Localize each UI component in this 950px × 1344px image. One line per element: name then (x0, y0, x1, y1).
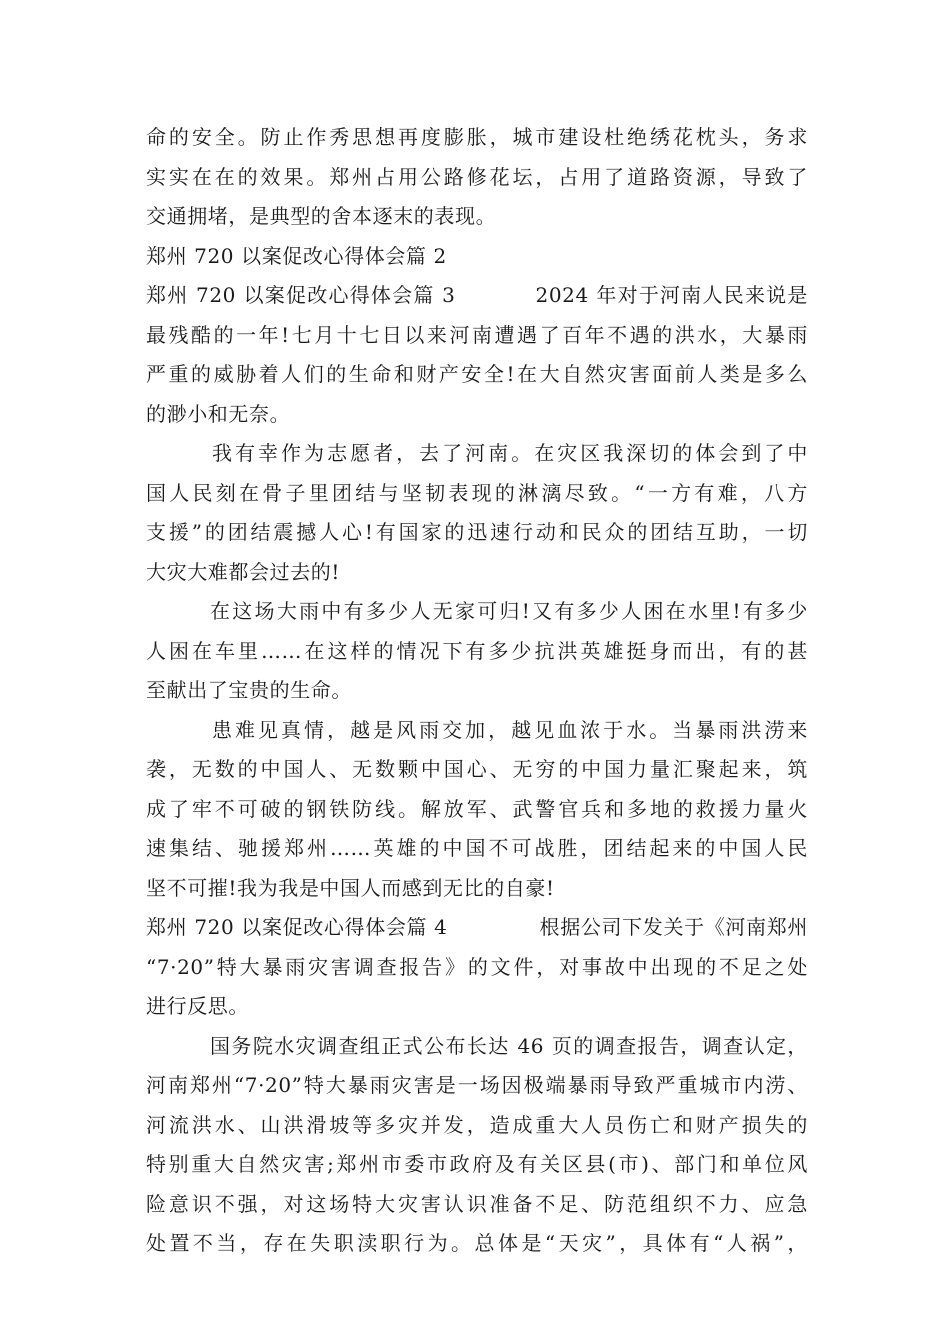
text-line: 河南郑州“7·20”特大暴雨灾害是一场因极端暴雨导致严重城市内涝、 (146, 1073, 808, 1097)
paragraph-1 (146, 118, 808, 237)
text-line: 坚不可摧!我为我是中国人而感到无比的自豪! (146, 875, 555, 900)
text-line: 患难见真情，越是风雨交加，越见血浓于水。当暴雨洪涝来 (212, 717, 808, 742)
text-line: 成了牢不可破的钢铁防线。解放军、武警官兵和多地的救援力量火 (146, 796, 808, 821)
text-line: 速集结、驰援郑州……英雄的中国不可战胜，团结起来的中国人民 (146, 836, 808, 860)
text-line: 实实在在的效果。郑州占用公路修花坛，占用了道路资源，导致了 (146, 164, 808, 189)
paragraph-6 (146, 711, 808, 909)
paragraph-section-4 (146, 908, 808, 1027)
text-line: 最残酷的一年!七月十七日以来河南遭遇了百年不遇的洪水，大暴雨 (146, 322, 808, 347)
text-line: 处置不当，存在失职渎职行为。总体是“天灾”，具体有“人祸”， (146, 1231, 808, 1255)
document-body (146, 118, 808, 1264)
text-line: 至献出了宝贵的生命。 (146, 678, 352, 702)
text-line: 的渺小和无奈。 (146, 401, 291, 426)
heading-line (146, 276, 808, 316)
section-heading-2: 郑州 720 以案促改心得体会篇 2 (146, 243, 447, 268)
text-line: 人困在车里……在这样的情况下有多少抗洪英雄挺身而出，有的甚 (146, 638, 808, 663)
paragraph-5 (146, 592, 808, 711)
text-line: 特别重大自然灾害;郑州市委市政府及有关区县(市)、部门和单位风 (146, 1152, 808, 1176)
text-line: 支援”的团结震撼人心!有国家的迅速行动和民众的团结互助，一切 (146, 520, 808, 544)
text-line: 进行反思。 (146, 994, 249, 1018)
heading-line (146, 908, 808, 948)
section-heading-3: 郑州 720 以案促改心得体会篇 3 (146, 283, 456, 307)
section-heading-4: 郑州 720 以案促改心得体会篇 4 (146, 915, 448, 939)
text-line: 命的安全。防止作秀思想再度膨胀，城市建设杜绝绣花枕头，务求 (146, 125, 808, 149)
text-line: 国务院水灾调查组正式公布长达 46 页的调查报告，调查认定， (210, 1033, 808, 1058)
text-line: “7·20”特大暴雨灾害调查报告》的文件，对事故中出现的不足之处 (146, 954, 808, 979)
text-fragment: 根据公司下发关于《河南郑州 (539, 915, 808, 939)
paragraph-section-3 (146, 276, 808, 434)
text-line: 我有幸作为志愿者，去了河南。在灾区我深切的体会到了中 (212, 441, 808, 465)
text-line: 国人民刻在骨子里团结与坚韧表现的淋漓尽致。“一方有难，八方 (146, 480, 808, 505)
text-line: 交通拥堵，是典型的舍本逐末的表现。 (146, 204, 497, 228)
text-line: 在这场大雨中有多少人无家可归!又有多少人困在水里!有多少 (210, 599, 808, 623)
text-line: 大灾大难都会过去的! (146, 559, 341, 584)
text-line: 袭，无数的中国人、无数颗中国心、无穷的中国力量汇聚起来，筑 (146, 757, 808, 781)
paragraph-8 (146, 1027, 808, 1264)
text-line: 严重的威胁着人们的生命和财产安全!在大自然灾害面前人类是多么 (146, 362, 808, 386)
text-fragment: 2024 年对于河南人民来说是 (535, 283, 808, 307)
text-line: 险意识不强，对这场特大灾害认识准备不足、防范组织不力、应急 (146, 1191, 808, 1216)
paragraph-4 (146, 434, 808, 592)
text-line: 河流洪水、山洪滑坡等多灾并发，造成重大人员伤亡和财产损失的 (146, 1112, 808, 1137)
